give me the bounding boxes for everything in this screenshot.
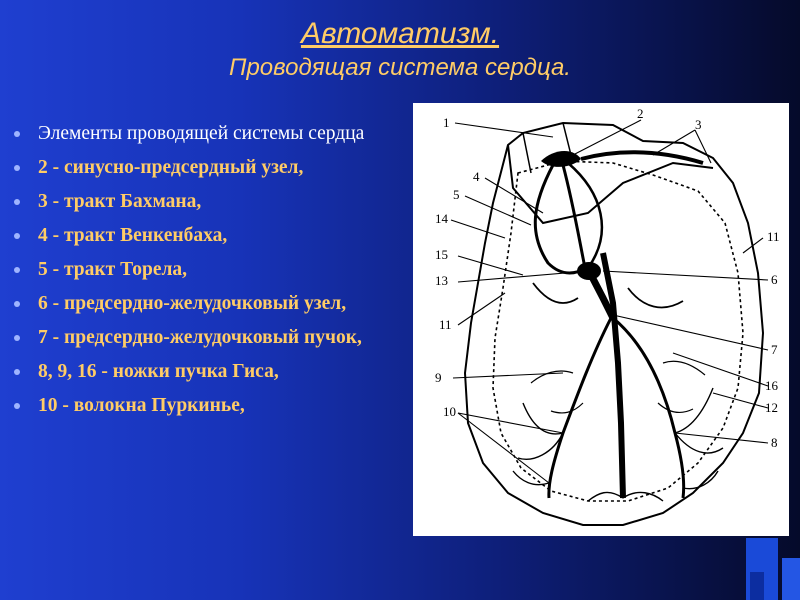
diagram-label: 12: [765, 400, 778, 415]
slide-title: Автоматизм.: [300, 17, 500, 50]
bullet-item: [14, 258, 394, 282]
bullet-dot-icon: [14, 233, 20, 239]
diagram-label: 10: [443, 404, 456, 419]
bullet-item: [14, 360, 394, 384]
bullet-item: [14, 156, 394, 180]
bullet-text: 5 - тракт Торела,: [38, 259, 188, 280]
diagram-label: 11: [439, 317, 452, 332]
diagram-label: 4: [473, 169, 480, 184]
bullet-text: 10 - волокна Пуркинье,: [38, 395, 245, 416]
diagram-label: 1: [443, 115, 450, 130]
bullet-item: [14, 224, 394, 248]
internodal-tract: [563, 165, 585, 268]
diagram-label: 13: [435, 273, 448, 288]
heart-diagram-svg: [413, 103, 789, 536]
bullet-item: [14, 190, 394, 214]
bullet-text: 7 - предсердно-желудочковый пучок,: [38, 327, 362, 348]
bullet-dot-icon: [14, 131, 20, 137]
title-block: [0, 16, 800, 84]
heart-conduction-diagram: [413, 103, 789, 536]
diagram-label: 8: [771, 435, 778, 450]
diagram-label: 5: [453, 187, 460, 202]
bullet-text: 8, 9, 16 - ножки пучка Гиса,: [38, 361, 279, 382]
diagram-label: 15: [435, 247, 448, 262]
right-bundle-branch: [549, 318, 611, 498]
diagram-label: 6: [771, 272, 778, 287]
decorative-bar: [782, 558, 800, 600]
bullet-dot-icon: [14, 369, 20, 375]
diagram-label: 7: [771, 342, 778, 357]
leader-lines: [451, 120, 768, 483]
bullet-text: 3 - тракт Бахмана,: [38, 191, 202, 212]
sa-node: [541, 151, 581, 167]
bullet-dot-icon: [14, 165, 20, 171]
bullet-dot-icon: [14, 199, 20, 205]
bullet-item: [14, 292, 394, 316]
diagram-label: 3: [695, 117, 702, 132]
bullet-item: [14, 326, 394, 350]
bullet-dot-icon: [14, 335, 20, 341]
diagram-label: 11: [767, 229, 780, 244]
bachmann-tract: [581, 152, 703, 163]
diagram-label: 9: [435, 370, 442, 385]
bullet-dot-icon: [14, 267, 20, 273]
bullet-dot-icon: [14, 403, 20, 409]
diagram-label: 2: [637, 106, 644, 121]
bullet-text: 2 - синусно-предсердный узел,: [38, 157, 304, 178]
bullet-item: [14, 122, 394, 146]
septum: [603, 253, 623, 498]
bullet-list: [14, 122, 394, 428]
bullet-dot-icon: [14, 301, 20, 307]
decorative-bar: [750, 572, 764, 600]
bullet-text: 4 - тракт Венкенбаха,: [38, 225, 228, 246]
diagram-label: 16: [765, 378, 778, 393]
bullet-item: [14, 394, 394, 418]
diagram-label: 14: [435, 211, 448, 226]
bullet-text: 6 - предсердно-желудочковый узел,: [38, 293, 347, 314]
slide-subtitle: Проводящая система сердца.: [229, 54, 571, 81]
bullet-text: Элементы проводящей системы сердца: [38, 123, 365, 144]
